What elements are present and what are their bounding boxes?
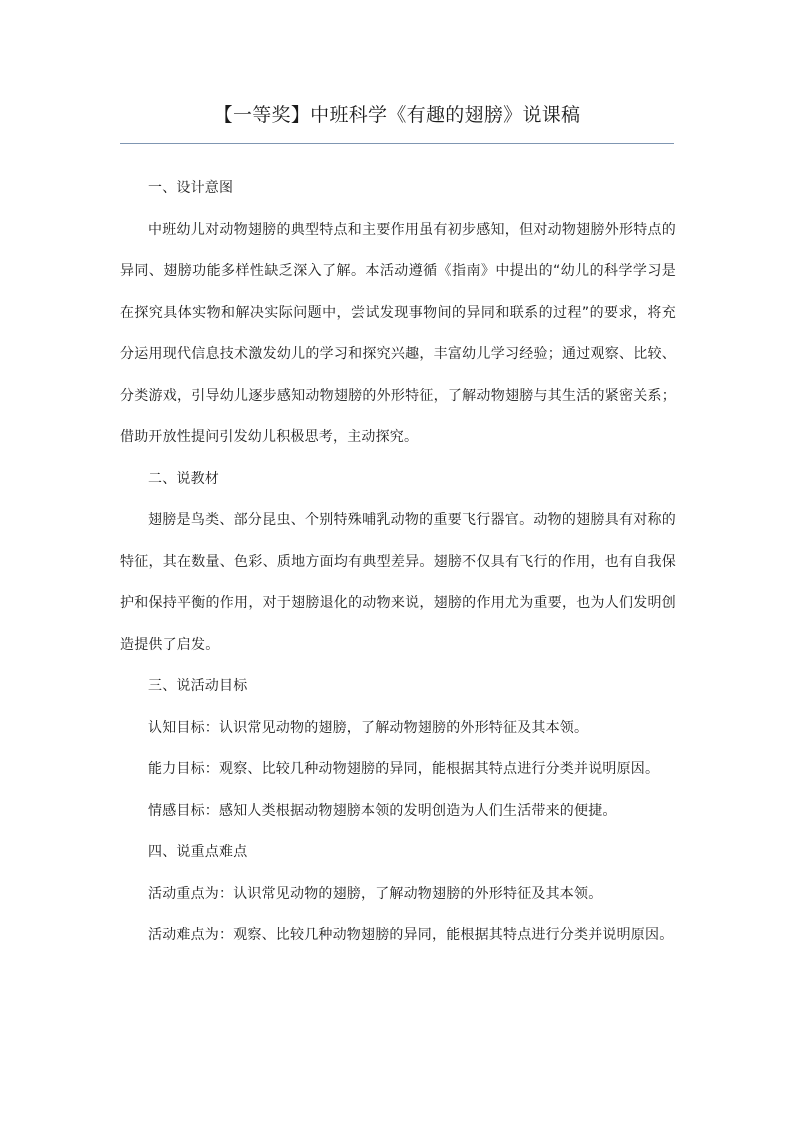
paragraph-difficult-point: 活动难点为：观察、比较几种动物翅膀的异同，能根据其特点进行分类并说明原因。	[148, 927, 674, 943]
section-heading-teaching-material: 二、说教材	[148, 470, 219, 487]
paragraph-cognitive-goal: 认知目标：认识常见动物的翅膀，了解动物翅膀的外形特征及其本领。	[148, 719, 589, 736]
paragraph-teaching-material: 翅膀是鸟类、部分昆虫、个别特殊哺乳动物的重要飞行器官。动物的翅膀具有对称的特征，其在数量、色彩、质地方面均有典型差异。翅膀不仅具有飞行的作用，也有自我保护和保持平衡的作用，对于翅膀退化的动物来说，翅膀的作用尤为重要，也为人们发明创造提供了启发。	[120, 512, 676, 653]
section-heading-design-intent: 一、设计意图	[148, 180, 234, 196]
document-title: 【一等奖】中班科学《有趣的翅膀》说课稿	[213, 104, 581, 126]
paragraph-key-point: 活动重点为：认识常见动物的翅膀，了解动物翅膀的外形特征及其本领。	[148, 885, 603, 902]
document-body	[120, 168, 676, 957]
paragraph-design-intent: 中班幼儿对动物翅膀的典型特点和主要作用虽有初步感知，但对动物翅膀外形特点的异同、翅膀功能多样性缺乏深入了解。本活动遵循《指南》中提出的“幼儿的科学学习是在探究具体实物和解决实际问题中，尝试发现事物间的异同和联系的过程”的要求，将充分运用现代信息技术激发幼儿的学习和探究兴趣，丰富幼儿学习经验；通过观察、比较、分类游戏，引导幼儿逐步感知动物翅膀的外形特征，了解动物翅膀与其生活的紧密关系；借助开放性提问引发幼儿积极思考，主动探究。	[120, 221, 676, 445]
paragraph-emotional-goal: 情感目标：感知人类根据动物翅膀本领的发明创造为人们生活带来的便捷。	[148, 802, 617, 819]
section-heading-activity-goals: 三、说活动目标	[148, 678, 248, 694]
section-heading-key-difficult-points: 四、说重点难点	[148, 844, 248, 860]
title-underline-divider	[120, 143, 674, 144]
paragraph-ability-goal: 能力目标：观察、比较几种动物翅膀的异同，能根据其特点进行分类并说明原因。	[148, 761, 660, 777]
